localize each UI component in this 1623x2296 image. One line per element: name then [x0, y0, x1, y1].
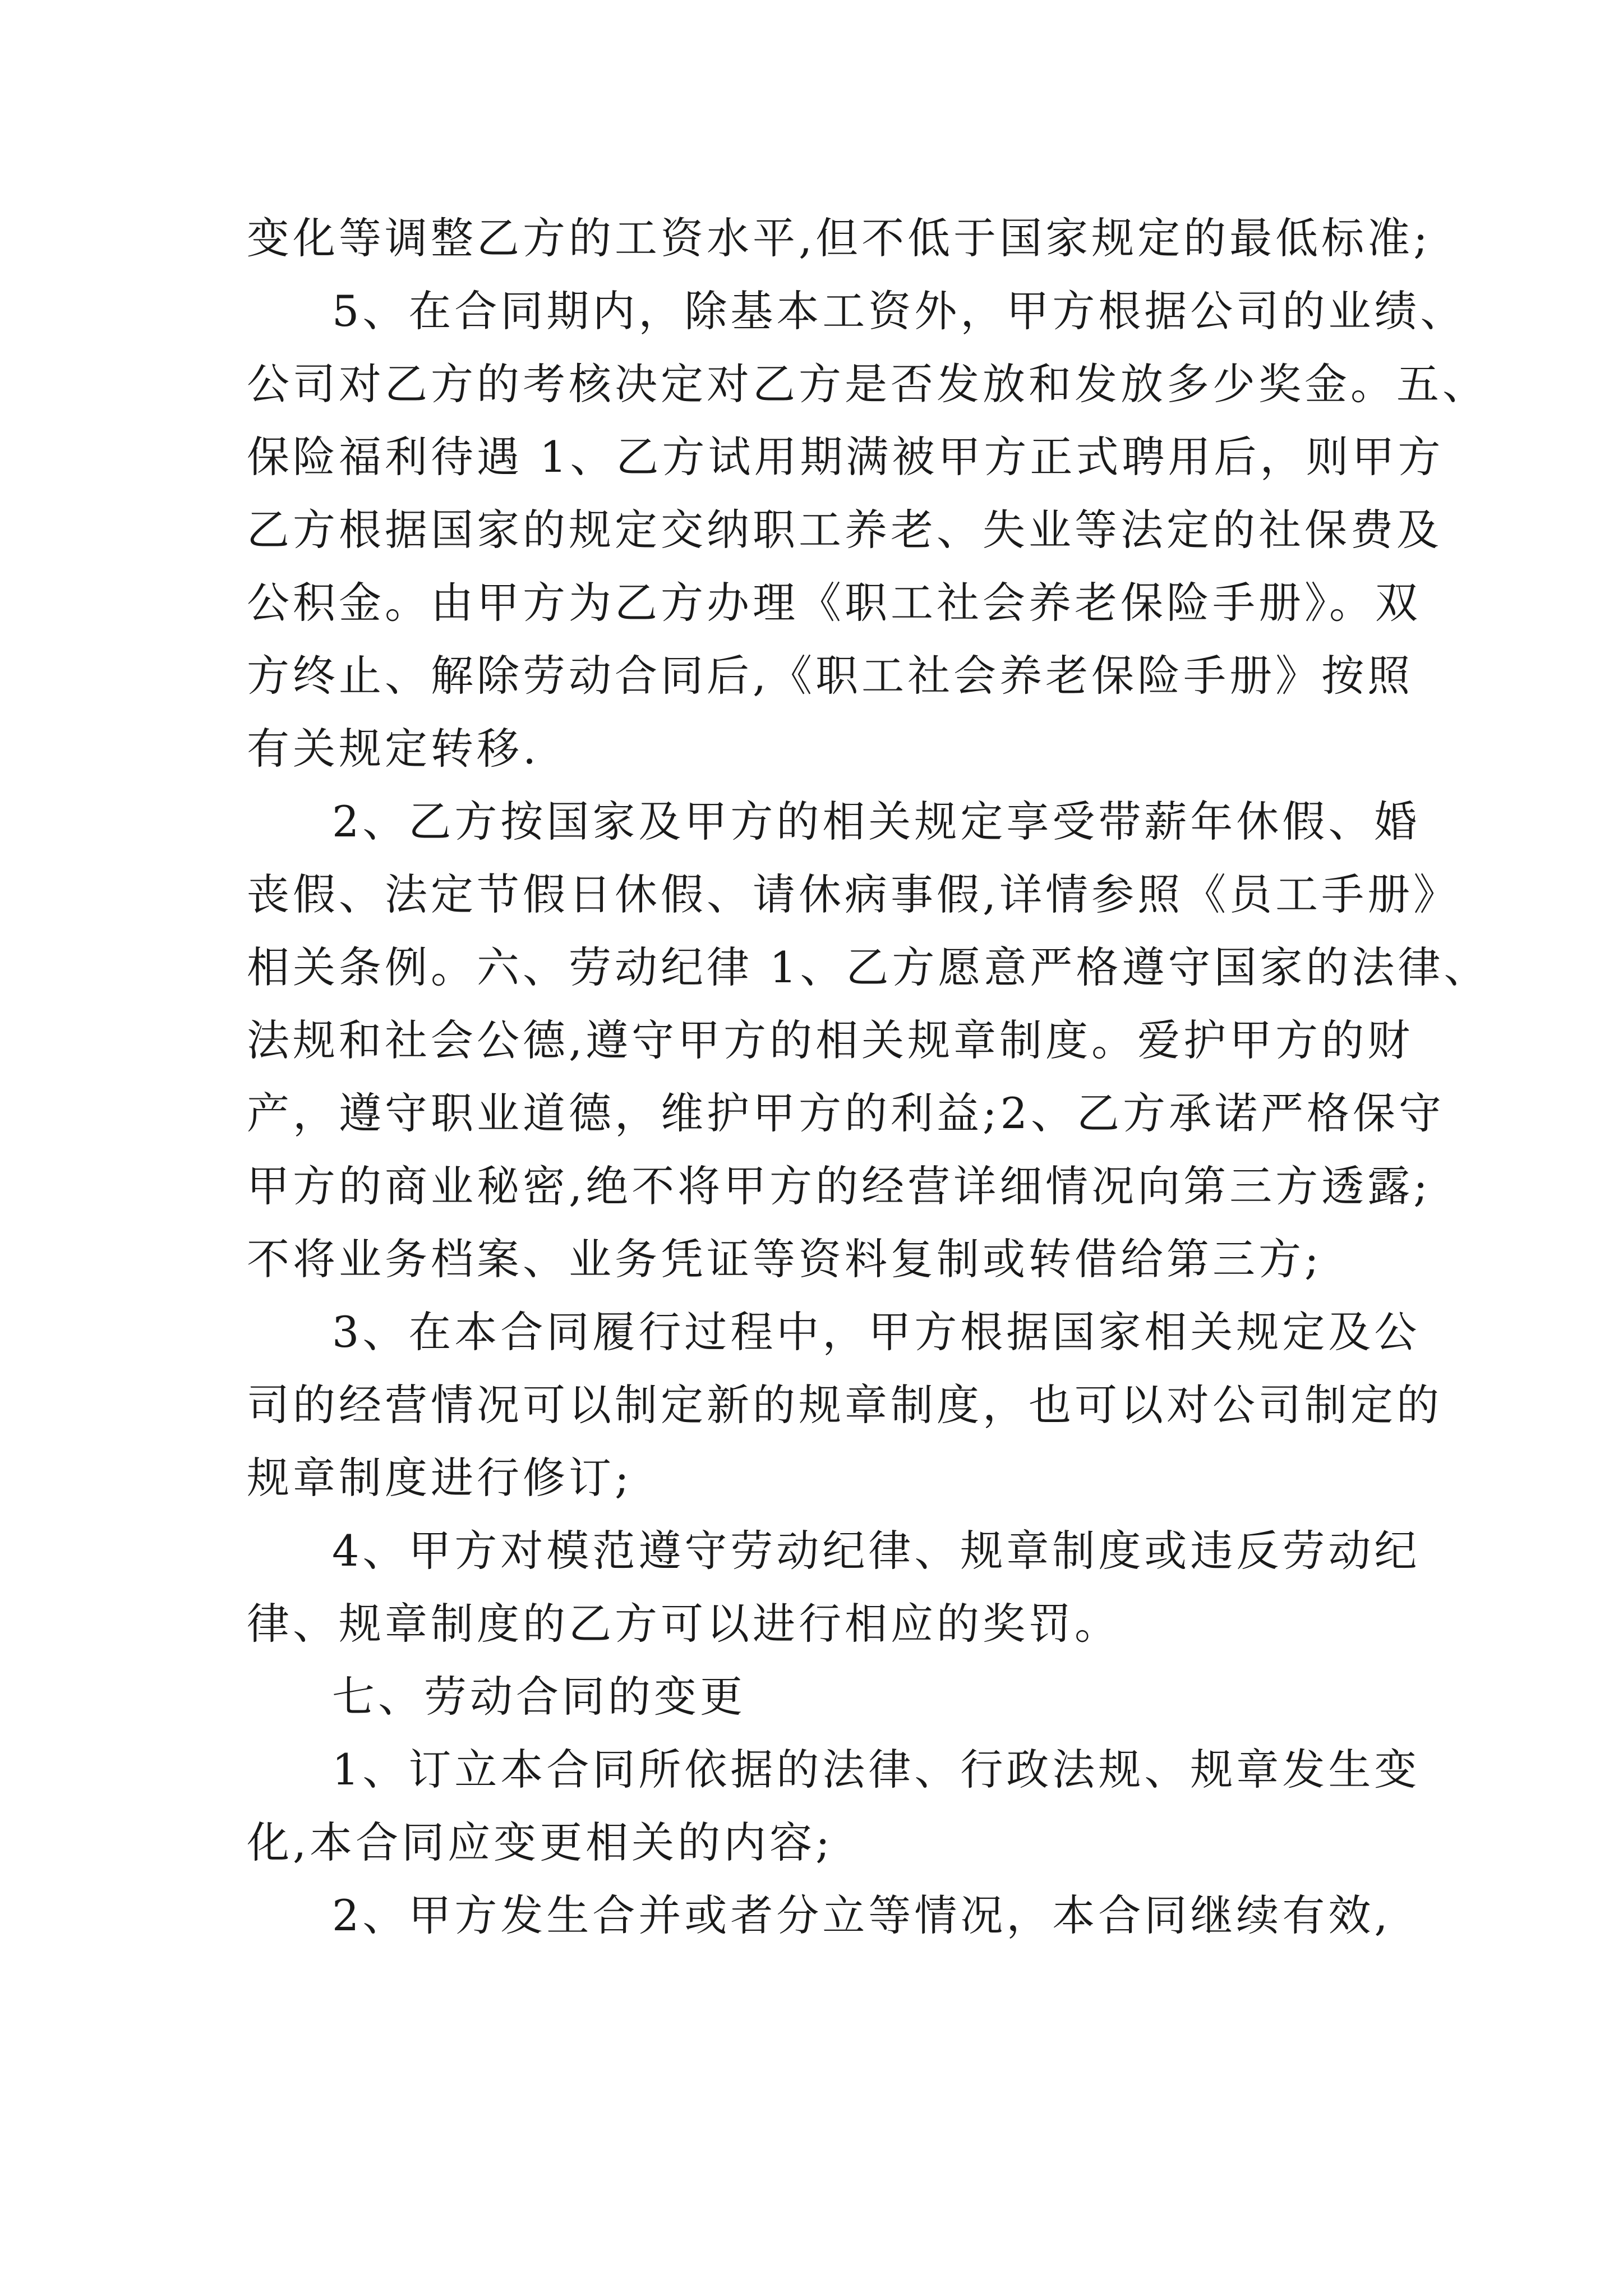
- text-line: 方终止、解除劳动合同后,《职工社会养老保险手册》按照: [247, 651, 1414, 701]
- text-line: 相关条例。六、劳动纪律 1、乙方愿意严格遵守国家的法律、: [247, 942, 1490, 992]
- text-line: 2、乙方按国家及甲方的相关规定享受带薪年休假、婚: [332, 797, 1421, 846]
- text-line: 化,本合同应变更相关的内容;: [247, 1818, 833, 1867]
- text-line: 司的经营情况可以制定新的规章制度，也可以对公司制定的: [247, 1380, 1442, 1430]
- text-line: 丧假、法定节假日休假、请休病事假,详情参照《员工手册》: [247, 869, 1460, 919]
- text-line: 5、在合同期内，除基本工资外，甲方根据公司的业绩、: [332, 286, 1467, 336]
- contract-body-text: [247, 202, 1490, 1952]
- text-line: 2、甲方发生合并或者分立等情况，本合同继续有效,: [332, 1890, 1391, 1940]
- text-line: 保险福利待遇 1、乙方试用期满被甲方正式聘用后，则甲方: [247, 432, 1444, 482]
- text-line: 变化等调整乙方的工资水平,但不低于国家规定的最低标准;: [247, 213, 1431, 263]
- text-line: 不将业务档案、业务凭证等资料复制或转借给第三方;: [247, 1234, 1322, 1284]
- text-line: 律、规章制度的乙方可以进行相应的奖罚。: [247, 1599, 1121, 1649]
- text-line: 法规和社会公德,遵守甲方的相关规章制度。爱护甲方的财: [247, 1015, 1414, 1065]
- section-heading: 七、劳动合同的变更: [332, 1672, 746, 1722]
- text-line: 3、在本合同履行过程中，甲方根据国家相关规定及公: [332, 1307, 1421, 1357]
- text-line: 规章制度进行修订;: [247, 1453, 633, 1503]
- text-line: 产，遵守职业道德，维护甲方的利益;2、乙方承诺严格保守: [247, 1088, 1445, 1138]
- text-line: 1、订立本合同所依据的法律、行政法规、规章发生变: [332, 1745, 1421, 1795]
- text-line: 公积金。由甲方为乙方办理《职工社会养老保险手册》。双: [247, 578, 1421, 628]
- text-line: 甲方的商业秘密,绝不将甲方的经营详细情况向第三方透露;: [247, 1161, 1431, 1211]
- text-line: 4、甲方对模范遵守劳动纪律、规章制度或违反劳动纪: [332, 1526, 1421, 1576]
- text-line: 有关规定转移.: [247, 724, 540, 774]
- text-line: 乙方根据国家的规定交纳职工养老、失业等法定的社保费及: [247, 505, 1442, 555]
- text-line: 公司对乙方的考核决定对乙方是否发放和发放多少奖金。五、: [247, 359, 1488, 409]
